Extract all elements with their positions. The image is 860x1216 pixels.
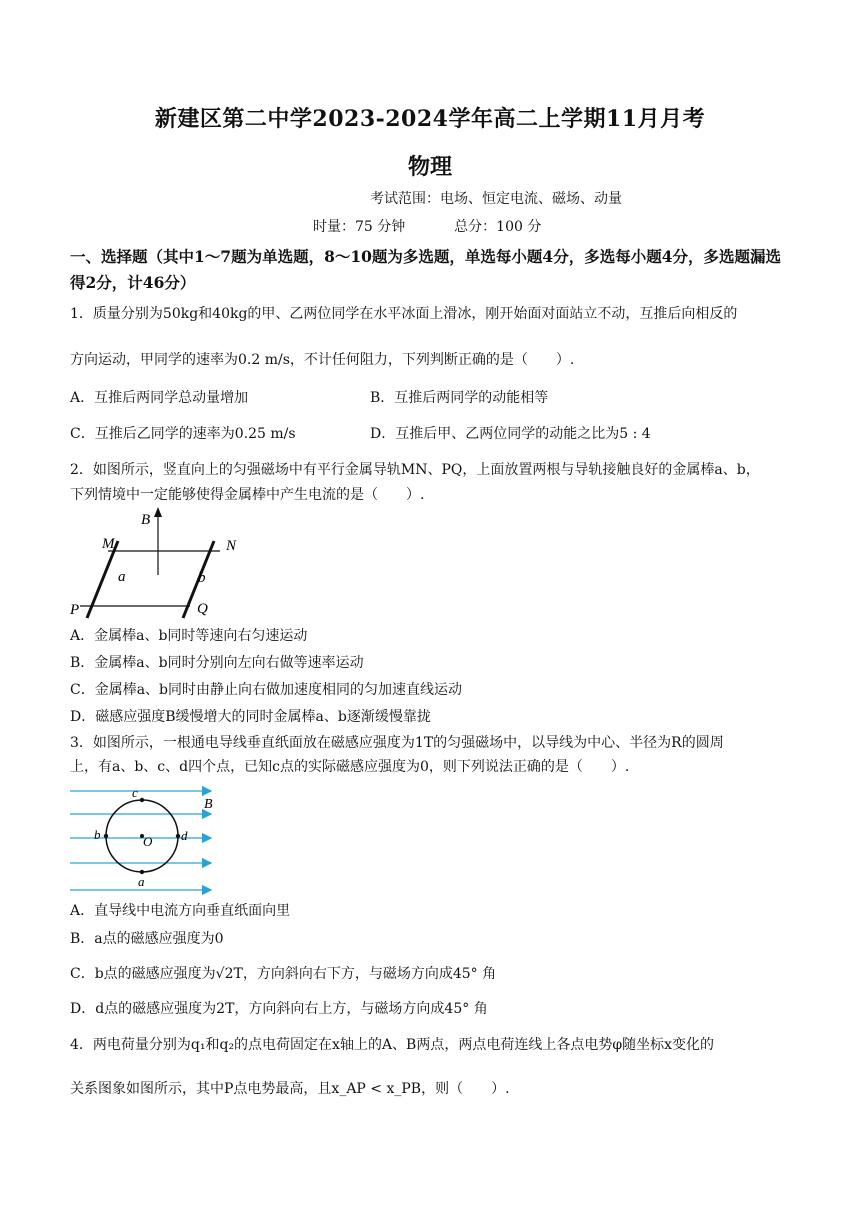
q1-stem-line2: 方向运动，甲同学的速率为0.2 m/s，不计任何阻力，下列判断正确的是（ ）.	[70, 352, 575, 368]
exam-scope: 考试范围：电场、恒定电流、磁场、动量	[370, 191, 622, 207]
exam-title: 新建区第二中学2023-2024学年高二上学期11月月考	[154, 106, 706, 132]
q1-option-c: C．互推后乙同学的速率为0.25 m/s	[70, 426, 296, 442]
q3-stem-line1: 3．如图所示，一根通电导线垂直纸面放在磁感应强度为1T的匀强磁场中，以导线为中心、半径为R的圆周	[70, 735, 724, 751]
q1-stem-line1: 1．质量分别为50kg和40kg的甲、乙两位同学在水平冰面上滑冰，刚开始面对面站立不动，互推后向相反的	[70, 306, 738, 322]
q2-option-a: A．金属棒a、b同时等速向右匀速运动	[70, 628, 308, 644]
q2-label-Q: Q	[197, 601, 208, 617]
exam-total-score: 总分：100 分	[454, 219, 542, 235]
q3-label-B: B	[204, 797, 213, 812]
q2-option-c: C．金属棒a、b同时由静止向右做加速度相同的匀加速直线运动	[70, 682, 463, 698]
q2-label-M: M	[102, 536, 115, 552]
q3-label-a: a	[138, 874, 145, 889]
q3-label-d: d	[181, 828, 188, 843]
q1-option-a: A．互推后两同学总动量增加	[70, 390, 249, 406]
q3-label-O: O	[143, 834, 153, 849]
q3-option-d: D．d点的磁感应强度为2T，方向斜向右上方，与磁场方向成45° 角	[70, 1001, 488, 1017]
exam-info	[313, 216, 541, 236]
q2-option-d: D．磁感应强度B缓慢增大的同时金属棒a、b逐渐缓慢靠拢	[70, 709, 431, 725]
q3-stem-line2: 上，有a、b、c、d四个点，已知c点的实际磁感应强度为0，则下列说法正确的是（ ）.	[70, 759, 630, 775]
q2-label-N: N	[226, 538, 237, 554]
q4-stem-line2: 关系图象如图所示，其中P点电势最高，且x_AP < x_PB，则（ ）.	[70, 1081, 510, 1097]
q3-option-b: B．a点的磁感应强度为0	[70, 931, 224, 947]
q2-label-a: a	[118, 569, 126, 585]
section-heading: 一、选择题（其中1～7题为单选题，8～10题为多选题，单选每小题4分，多选每小题4分，多选题漏选得2分，计46分）	[70, 247, 781, 292]
q3-label-b: b	[94, 827, 101, 842]
q1-option-d: D．互推后甲、乙两位同学的动能之比为5 : 4	[370, 426, 651, 442]
q2-stem-line2: 下列情境中一定能够使得金属棒中产生电流的是（ ）.	[70, 487, 425, 503]
q2-label-B: B	[141, 512, 151, 528]
q1-option-b: B．互推后两同学的动能相等	[370, 390, 549, 406]
q3-label-c: c	[132, 785, 138, 800]
q2-stem-line1: 2．如图所示，竖直向上的匀强磁场中有平行金属导轨MN、PQ，上面放置两根与导轨接触良好的金属棒a、b，	[70, 462, 760, 478]
q2-rail-figure	[70, 505, 250, 623]
q3-option-c: C．b点的磁感应强度为√2T，方向斜向右下方，与磁场方向成45° 角	[70, 966, 497, 982]
q2-label-b: b	[198, 570, 206, 586]
q4-stem-line1: 4．两电荷量分别为q₁和q₂的点电荷固定在x轴上的A、B两点，两点电荷连线上各点电势φ随坐标x变化的	[70, 1037, 715, 1053]
q3-option-a: A．直导线中电流方向垂直纸面向里	[70, 903, 291, 919]
q2-option-b: B．金属棒a、b同时分别向左向右做等速率运动	[70, 655, 364, 671]
q3-field-figure	[68, 784, 218, 896]
exam-duration: 时量：75 分钟	[313, 219, 406, 235]
q2-label-P: P	[70, 602, 80, 618]
exam-subject: 物理	[407, 154, 452, 180]
